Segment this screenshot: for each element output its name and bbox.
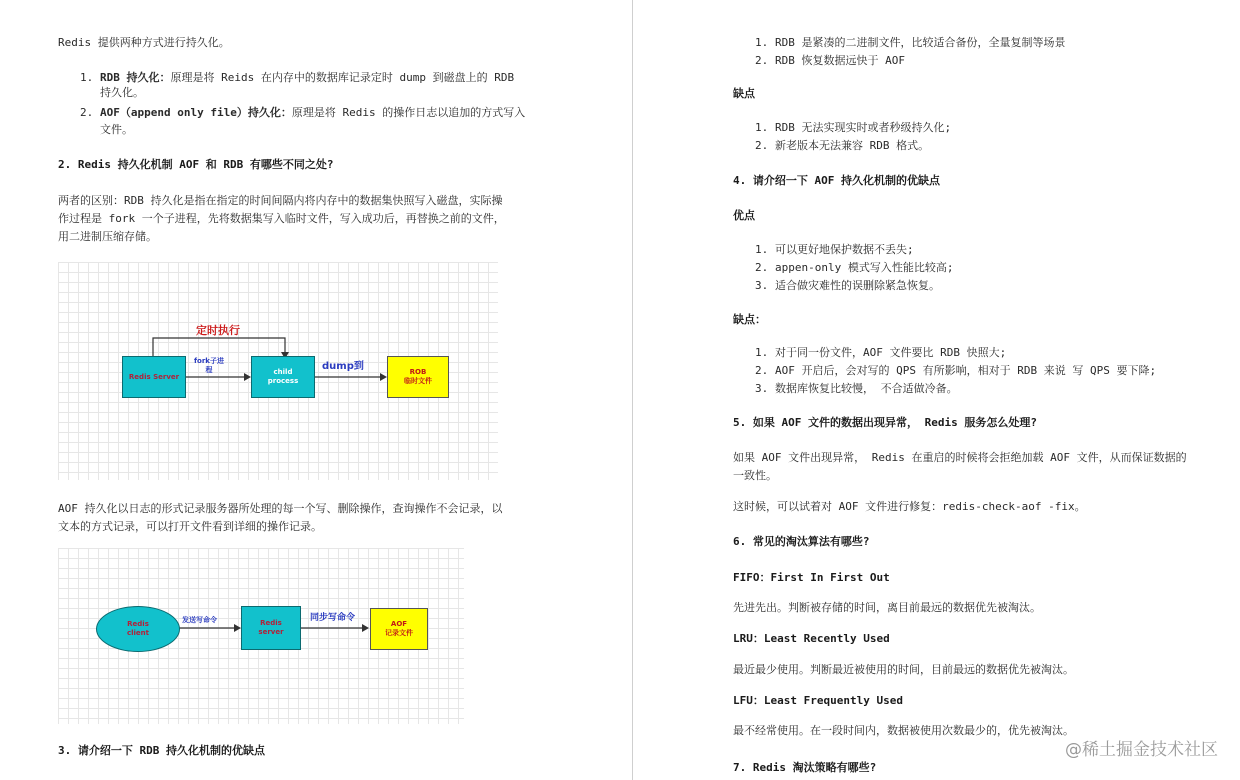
- lfu-text: 最不经常使用。在一段时间内，数据被使用次数最少的，优先被淘汰。: [733, 724, 1074, 737]
- timer-label: 定时执行: [196, 324, 240, 337]
- list-number: 2.: [755, 364, 769, 377]
- paragraph-line: 这时候，可以试着对 AOF 文件进行修复：redis-check-aof -fix。: [733, 500, 1086, 513]
- fork-label: fork子进 程: [194, 357, 224, 374]
- list-item-bold: RDB 持久化：: [100, 71, 171, 84]
- question-4-heading: 4. 请介绍一下 AOF 持久化机制的优缺点: [733, 174, 940, 187]
- list-number: 2.: [755, 139, 769, 152]
- aof-pro-item: 适合做灾难性的误删除紧急恢复。: [775, 279, 940, 292]
- rdb-pro-item: RDB 是紧凑的二进制文件，比较适合备份，全量复制等场景: [775, 36, 1066, 49]
- cons-label: 缺点：: [733, 313, 766, 326]
- redis-server-box: Redis Server: [122, 356, 186, 398]
- list-number: 3.: [755, 382, 769, 395]
- redis-server-box: Redis server: [241, 606, 301, 650]
- fifo-heading: FIFO：First In First Out: [733, 571, 890, 584]
- list-item-cont: 持久化。: [100, 86, 144, 99]
- list-number: 3.: [755, 279, 769, 292]
- paragraph-line: 一致性。: [733, 469, 777, 482]
- pros-label: 优点: [733, 209, 755, 222]
- lru-heading: LRU：Least Recently Used: [733, 632, 890, 645]
- list-number: 2.: [755, 54, 769, 67]
- list-item-text: 原理是将 Reids 在内存中的数据库记录定时 dump 到磁盘上的 RDB: [170, 71, 515, 84]
- paragraph-line: 两者的区别：RDB 持久化是指在指定的时间间隔内将内存中的数据集快照写入磁盘，实际操: [58, 194, 503, 207]
- paragraph-line: 用二进制压缩存储。: [58, 230, 157, 243]
- aof-pro-item: appen-only 模式写入性能比较高;: [775, 261, 954, 274]
- paragraph-line: 文本的方式记录，可以打开文件看到详细的操作记录。: [58, 520, 322, 533]
- cons-label: 缺点: [733, 87, 755, 100]
- aof-con-item: 对于同一份文件，AOF 文件要比 RDB 快照大;: [775, 346, 1007, 359]
- list-item-aof: [100, 103, 525, 122]
- list-number: 2.: [755, 261, 769, 274]
- question-6-heading: 6. 常见的淘汰算法有哪些?: [733, 535, 870, 548]
- sync-command-label: 同步写命令: [310, 613, 356, 623]
- lru-text: 最近最少使用。判断最近被使用的时间，目前最远的数据优先被淘汰。: [733, 663, 1074, 676]
- paragraph-line: 作过程是 fork 一个子进程，先将数据集写入临时文件，写入成功后，再替换之前的文件，: [58, 212, 505, 225]
- fifo-text: 先进先出。判断被存储的时间，离目前最远的数据优先被淘汰。: [733, 601, 1041, 614]
- redis-client-ellipse: Redis client: [96, 606, 180, 652]
- watermark: @稀土掘金技术社区: [1065, 740, 1218, 760]
- list-item-bold: AOF（append only file）持久化：: [100, 106, 292, 119]
- right-page: [633, 0, 1240, 780]
- rdb-temp-file-box: ROB 临时文件: [387, 356, 449, 398]
- list-item-cont: 文件。: [100, 123, 133, 136]
- aof-flow-diagram: [58, 548, 464, 724]
- list-number: 1.: [755, 346, 769, 359]
- list-number: 1.: [755, 121, 769, 134]
- list-number: 2.: [80, 106, 94, 119]
- rdb-flow-diagram: [58, 262, 498, 480]
- rdb-con-item: 新老版本无法兼容 RDB 格式。: [775, 139, 930, 152]
- question-3-heading: 3. 请介绍一下 RDB 持久化机制的优缺点: [58, 744, 265, 757]
- list-item-rdb: [100, 68, 514, 87]
- list-number: 1.: [80, 71, 94, 84]
- question-5-heading: 5. 如果 AOF 文件的数据出现异常， Redis 服务怎么处理?: [733, 416, 1037, 429]
- rdb-con-item: RDB 无法实现实时或者秒级持久化;: [775, 121, 952, 134]
- rdb-pro-item: RDB 恢复数据远快于 AOF: [775, 54, 905, 67]
- send-command-label: 发送写命令: [182, 616, 217, 624]
- child-process-box: child process: [251, 356, 315, 398]
- paragraph-line: AOF 持久化以日志的形式记录服务器所处理的每一个写、删除操作，查询操作不会记录，以: [58, 502, 503, 515]
- paragraph-line: 如果 AOF 文件出现异常， Redis 在重启的时候将会拒绝加载 AOF 文件，从而保证数据的: [733, 451, 1187, 464]
- dump-label: dump到: [322, 361, 364, 372]
- aof-pro-item: 可以更好地保护数据不丢失;: [775, 243, 914, 256]
- list-item-text: 原理是将 Redis 的操作日志以追加的方式写入: [291, 106, 526, 119]
- question-7-heading: 7. Redis 淘汰策略有哪些?: [733, 761, 877, 774]
- list-number: 1.: [755, 36, 769, 49]
- aof-file-box: AOF 记录文件: [370, 608, 428, 650]
- list-number: 1.: [755, 243, 769, 256]
- aof-con-item: 数据库恢复比较慢， 不合适做冷备。: [775, 382, 958, 395]
- aof-con-item: AOF 开启后，会对写的 QPS 有所影响，相对于 RDB 来说 写 QPS 要下降;: [775, 364, 1157, 377]
- lfu-heading: LFU：Least Frequently Used: [733, 694, 903, 707]
- question-2-heading: 2. Redis 持久化机制 AOF 和 RDB 有哪些不同之处?: [58, 158, 334, 171]
- intro-text: Redis 提供两种方式进行持久化。: [58, 36, 230, 49]
